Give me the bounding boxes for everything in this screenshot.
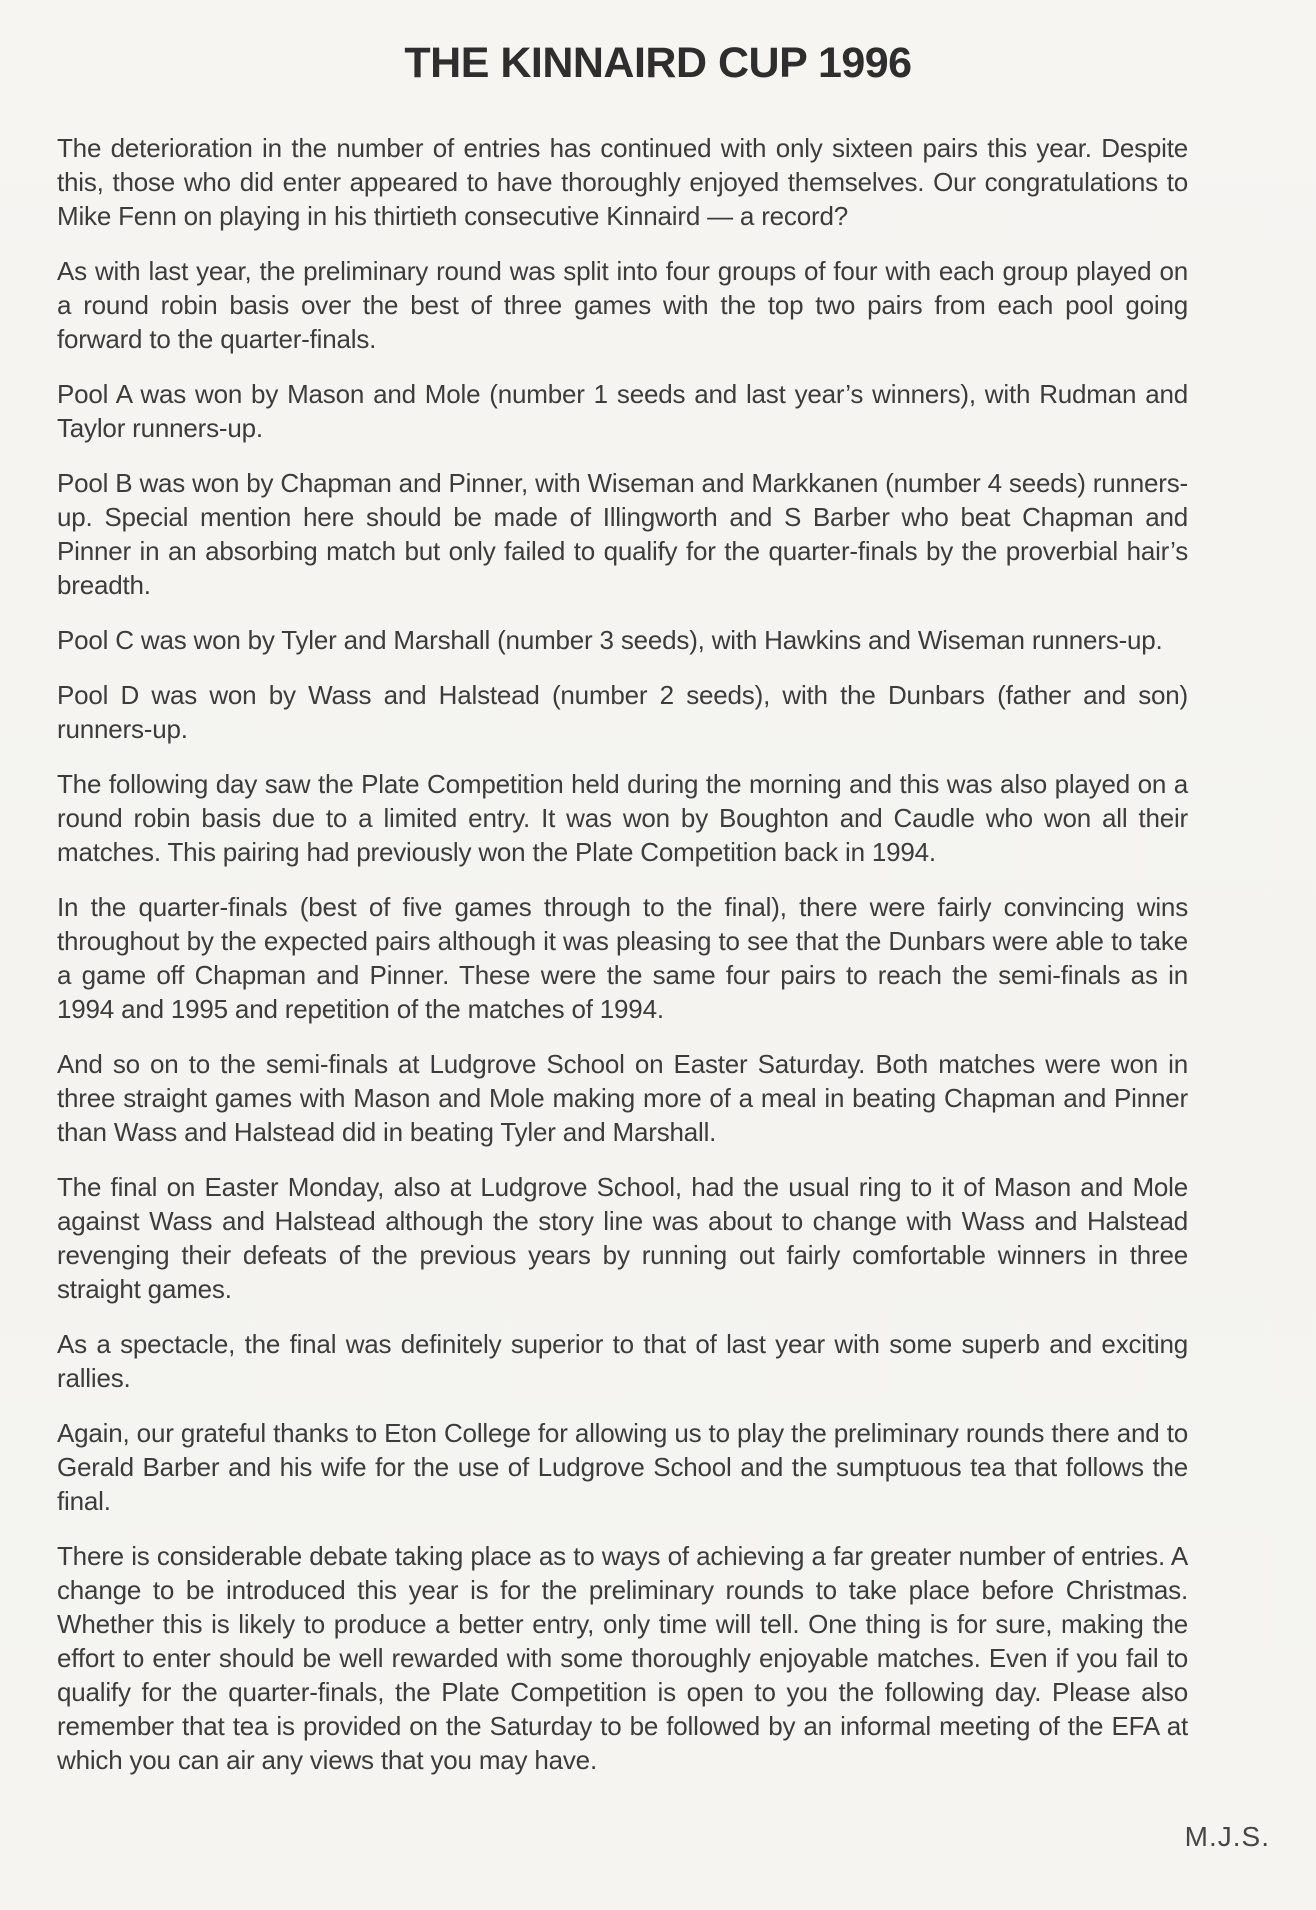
paragraph: The following day saw the Plate Competition held during the morning and this was also played on a round robin basis due to a limited entry. It was won by Boughton and Caudle who won all their matches. This pairing had previously won the Plate Competition back in 1994.	[57, 769, 1188, 867]
paragraph: As with last year, the preliminary round was split into four groups of four with each group played on a round robin basis over the best of three games with the top two pairs from each pool going forward to the quarter-finals.	[57, 256, 1188, 354]
paragraph: In the quarter-finals (best of five games through to the final), there were fairly convincing wins throughout by the expected pairs although it was pleasing to see that the Dunbars were able to take a game off Chapman and Pinner. These were the same four pairs to reach the semi-finals as in 1994 and 1995 and repetition of the matches of 1994.	[57, 892, 1188, 1024]
paragraph: The final on Easter Monday, also at Ludgrove School, had the usual ring to it of Mason and Mole against Wass and Halstead although the story line was about to change with Wass and Halstead revenging their defeats of the previous years by running out fairly comfortable winners in three straight games.	[57, 1172, 1188, 1304]
page-title: THE KINNAIRD CUP 1996	[404, 39, 912, 87]
document-body	[57, 131, 1188, 1777]
paragraph: Pool C was won by Tyler and Marshall (number 3 seeds), with Hawkins and Wiseman runners-up.	[57, 625, 1163, 655]
paragraph: Pool A was won by Mason and Mole (number 1 seeds and last year’s winners), with Rudman and Taylor runners-up.	[57, 379, 1188, 443]
paragraph: Pool D was won by Wass and Halstead (number 2 seeds), with the Dunbars (father and son) runners-up.	[57, 680, 1188, 744]
paragraph: There is considerable debate taking place as to ways of achieving a far greater number of entries. A change to be introduced this year is for the preliminary rounds to take place before Christmas. Whether this is likely to produce a better entry, only time will tell. One thing is for sure, making the effort to enter should be well rewarded with some thoroughly enjoyable matches. Even if you fail to qualify for the quarter-finals, the Plate Competition is open to you the following day. Please also remember that tea is provided on the Saturday to be followed by an informal meeting of the EFA at which you can air any views that you may have.	[57, 1541, 1188, 1775]
paragraph: And so on to the semi-finals at Ludgrove School on Easter Saturday. Both matches were won in three straight games with Mason and Mole making more of a meal in beating Chapman and Pinner than Wass and Halstead did in beating Tyler and Marshall.	[57, 1049, 1188, 1147]
paragraph: As a spectacle, the final was definitely superior to that of last year with some superb and exciting rallies.	[57, 1329, 1188, 1393]
author-initials: M.J.S.	[1184, 1821, 1270, 1852]
paragraph: The deterioration in the number of entries has continued with only sixteen pairs this year. Despite this, those who did enter appeared to have thoroughly enjoyed themselves. Our congratulations to Mike Fenn on playing in his thirtieth consecutive Kinnaird — a record?	[57, 133, 1188, 231]
paragraph: Pool B was won by Chapman and Pinner, with Wiseman and Markkanen (number 4 seeds) runners-up. Special mention here should be made of Illingworth and S Barber who beat Chapman and Pinner in an absorbing match but only failed to qualify for the quarter-finals by the proverbial hair’s breadth.	[57, 468, 1188, 600]
paragraph: Again, our grateful thanks to Eton College for allowing us to play the preliminary rounds there and to Gerald Barber and his wife for the use of Ludgrove School and the sumptuous tea that follows the final.	[57, 1418, 1188, 1516]
